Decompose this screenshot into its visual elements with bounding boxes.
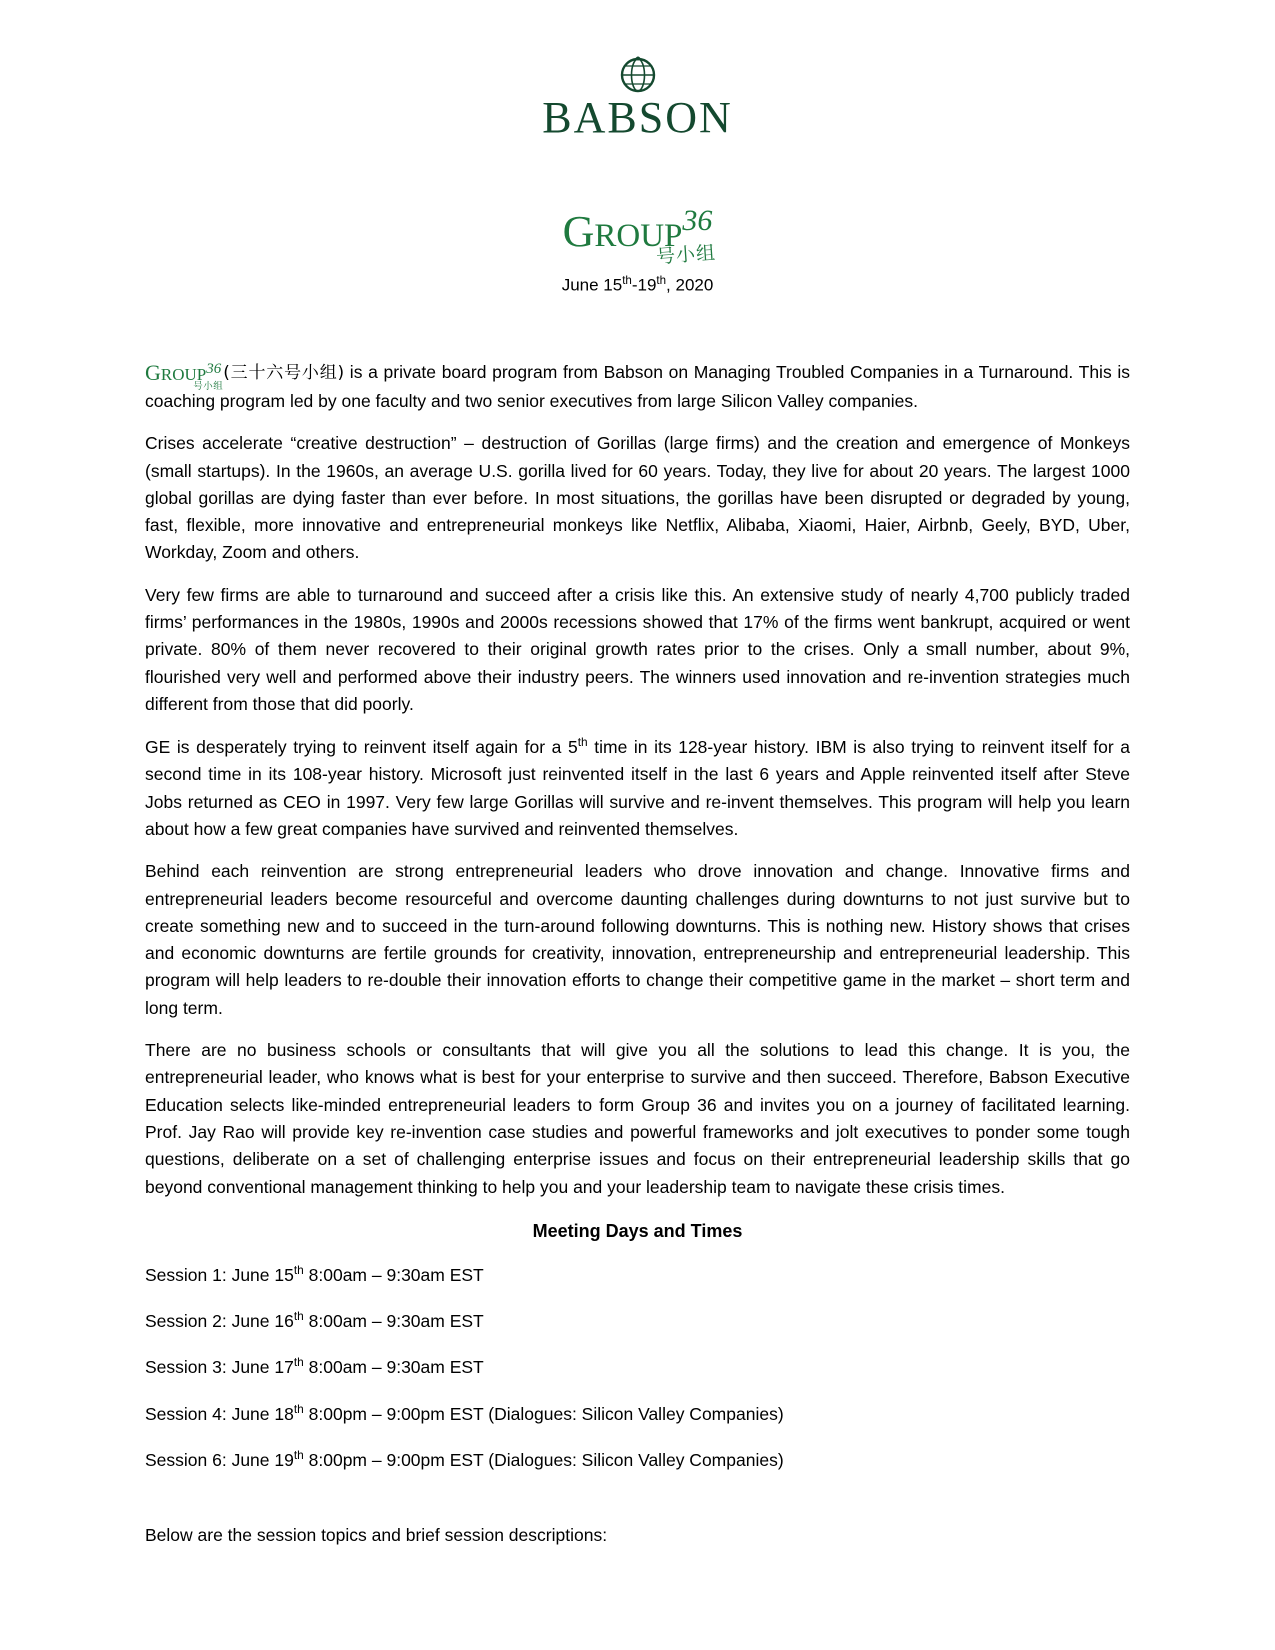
babson-wordmark: BABSON bbox=[542, 93, 733, 142]
date-line bbox=[145, 275, 1130, 296]
session-line-4 bbox=[145, 1401, 1130, 1427]
group-logo-word: ROUP bbox=[594, 218, 683, 254]
date-mid: -19 bbox=[631, 275, 657, 295]
session-2-pre: Session 2: June 16 bbox=[145, 1311, 294, 1332]
ge-part-1: GE is desperately trying to reinvent itself again for a 5 bbox=[145, 737, 578, 758]
intro-text: is a private board program from Babson on Managing Troubled Companies in a Turnaround. This is coaching program led by one faculty and two senior executives from large Silicon Valley companies. bbox=[145, 361, 1130, 411]
ge-part-2: time in its 128-year history. IBM is also trying to reinvent itself for a second time in its 108-year history. Microsoft just reinvented itself in the last 6 years and Apple reinvented itself after Steve Jobs returned as CEO in 1997. Very few large Gorillas will survive and re-invent themselves. This program will help you learn about how a few great companies have survived and reinvented themselves. bbox=[145, 737, 1131, 839]
group-logo-block bbox=[145, 204, 1130, 269]
group-logo-chinese: 号小组 bbox=[655, 241, 718, 269]
session-line-6 bbox=[145, 1447, 1130, 1473]
session-2-sup: th bbox=[293, 1309, 304, 1324]
paragraph-study: Very few firms are able to turnaround and succeed after a crisis like this. An extensive study of nearly 4,700 publicly traded firms’ performances in the 1980s, 1990s and 2000s recessions showed that 17% of the firms went bankrupt, acquired or went private. 80% of them never recovered to their original growth rates prior to the crises. Only a small number, about 9%, flourished very well and performed above their industry peers. The winners used innovation and re-invention strategies much different from those that did poorly. bbox=[145, 584, 1130, 714]
session-4-pre: Session 4: June 18 bbox=[145, 1403, 294, 1424]
group-logo-initial: G bbox=[562, 207, 595, 256]
session-2-post: 8:00am – 9:30am EST bbox=[303, 1311, 484, 1332]
date-sup-2: th bbox=[656, 275, 667, 287]
intro-paragraph bbox=[145, 354, 1130, 416]
paragraph-business-schools: There are no business schools or consultants that will give you all the solutions to lead this change. It is you, the entrepreneurial leader, who knows what is best for your enterprise to survive and then succeed. Therefore, Babson Executive Education selects like-minded entrepreneurial leaders to form Group 36 and invites you on a journey of facilitated learning. Prof. Jay Rao will provide key re-invention case studies and powerful frameworks and jolt executives to ponder some tough questions, deliberate on a set of challenging enterprise issues and focus on their entrepreneurial leadership skills that go beyond conventional management thinking to help you and your leadership team to navigate these crisis times. bbox=[145, 1040, 1130, 1197]
ge-sup: th bbox=[577, 735, 588, 750]
group-logo-number: 36 bbox=[682, 204, 713, 237]
inline-logo-initial: G bbox=[145, 359, 161, 385]
session-3-post: 8:00am – 9:30am EST bbox=[303, 1357, 484, 1378]
date-post: , 2020 bbox=[666, 275, 714, 295]
session-line-3 bbox=[145, 1354, 1130, 1380]
intro-chinese-parenthetical: (三十六号小组) bbox=[223, 362, 345, 383]
session-3-pre: Session 3: June 17 bbox=[145, 1357, 294, 1378]
session-line-1 bbox=[145, 1262, 1130, 1288]
inline-group-logo bbox=[145, 356, 224, 393]
session-line-2 bbox=[145, 1308, 1130, 1334]
globe-icon bbox=[615, 50, 661, 96]
babson-logo bbox=[145, 50, 1130, 140]
inline-logo-word: ROUP bbox=[160, 364, 207, 384]
session-4-sup: th bbox=[293, 1401, 304, 1416]
session-1-pre: Session 1: June 15 bbox=[145, 1264, 294, 1285]
inline-logo-chinese: 号小组 bbox=[193, 381, 224, 393]
session-1-post: 8:00am – 9:30am EST bbox=[303, 1264, 484, 1285]
session-6-post: 8:00pm – 9:00pm EST (Dialogues: Silicon Valley Companies) bbox=[303, 1449, 784, 1470]
paragraph-ge bbox=[145, 733, 1130, 843]
paragraph-crises: Crises accelerate “creative destruction” – destruction of Gorillas (large firms) and the creation and emergence of Monkeys (small startups). In the 1960s, an average U.S. gorilla lived for 60 years. Today, they live for about 20 years. The largest 1000 global gorillas are dying faster than ever before. In most situations, the gorillas have been disrupted or degraded by young, fast, flexible, more innovative and entrepreneurial monkeys like Netflix, Alibaba, Xiaomi, Haier, Airbnb, Geely, BYD, Uber, Workday, Zoom and others. bbox=[145, 433, 1130, 563]
paragraph-reinvention: Behind each reinvention are strong entrepreneurial leaders who drove innovation and change. Innovative firms and entrepreneurial leaders become resourceful and overcome daunting challenges during downturns to not just survive but to create something new and to succeed in the turn-around following downturns. This is nothing new. History shows that crises and economic downturns are fertile grounds for creativity, innovation, entrepreneurship and entrepreneurial leadership. This program will help leaders to re-double their innovation efforts to change their competitive game in the market – short term and long term. bbox=[145, 861, 1130, 1018]
session-1-sup: th bbox=[293, 1262, 304, 1277]
session-6-sup: th bbox=[293, 1447, 304, 1462]
date-pre: June 15 bbox=[561, 275, 623, 295]
session-3-sup: th bbox=[293, 1355, 304, 1370]
date-sup-1: th bbox=[622, 275, 632, 287]
meeting-section-title: Meeting Days and Times bbox=[532, 1220, 743, 1241]
closing-line: Below are the session topics and brief session descriptions: bbox=[145, 1525, 608, 1546]
session-4-post: 8:00pm – 9:00pm EST (Dialogues: Silicon Valley Companies) bbox=[303, 1403, 784, 1424]
group-logo bbox=[562, 204, 718, 269]
session-6-pre: Session 6: June 19 bbox=[145, 1449, 294, 1470]
inline-logo-number: 36 bbox=[206, 360, 222, 377]
